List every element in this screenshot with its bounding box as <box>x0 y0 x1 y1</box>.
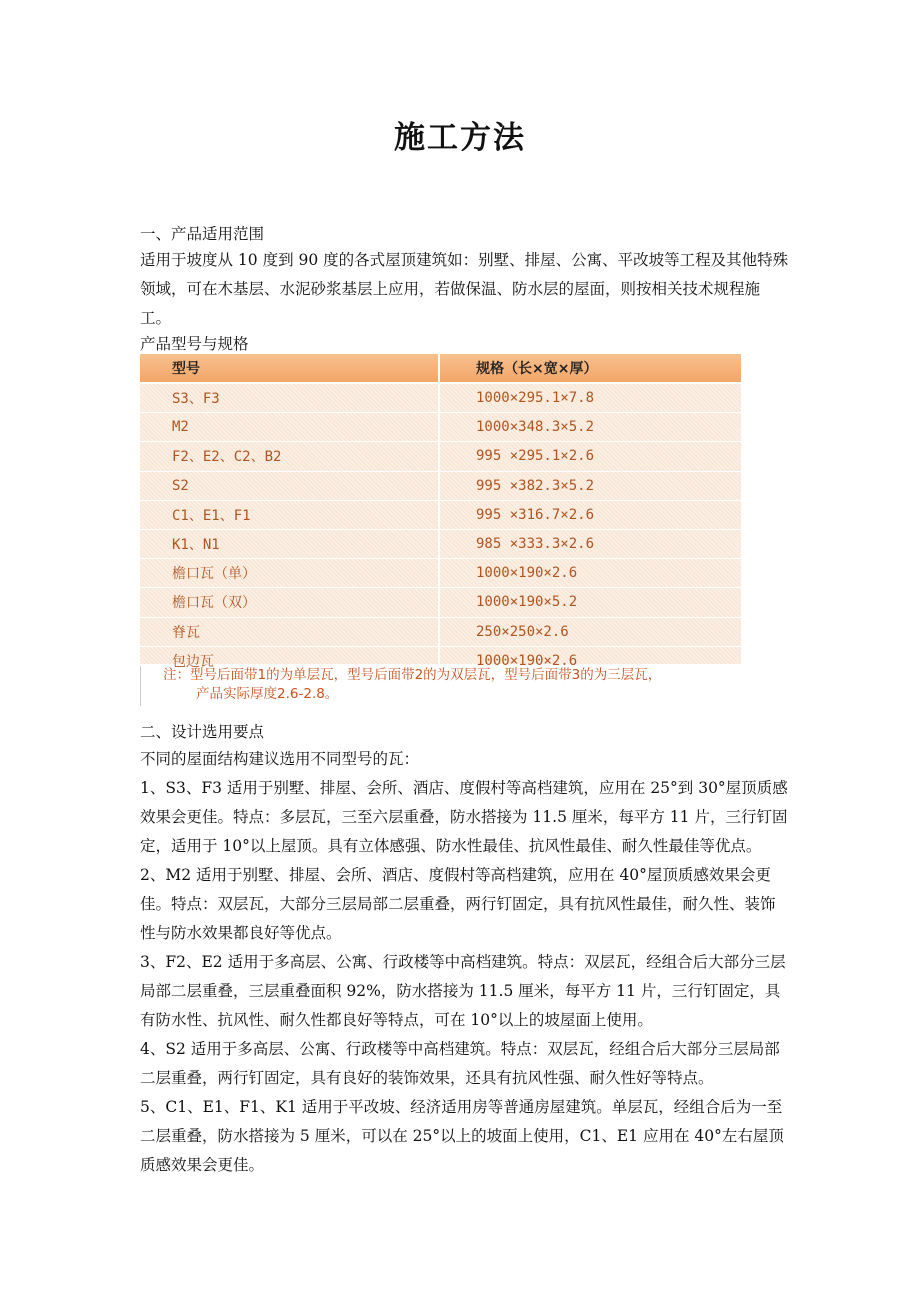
header-spec: 规格（长×宽×厚） <box>438 354 741 382</box>
cell-spec: 1000×348.3×5.2 <box>438 413 741 441</box>
section-heading-scope: 一、产品适用范围 <box>140 225 265 243</box>
section-heading-design: 二、设计选用要点 <box>140 723 265 741</box>
cell-spec: 1000×190×5.2 <box>438 588 741 616</box>
cell-model: S3、F3 <box>172 391 220 408</box>
cell-model: 檐口瓦（单） <box>172 566 256 583</box>
cell-model: 脊瓦 <box>172 624 200 641</box>
table-row <box>140 384 741 413</box>
table-row <box>140 559 741 588</box>
table-note <box>140 666 760 706</box>
design-item-4: 4、S2 适用于多高层、公寓、行政楼等中高档建筑。特点：双层瓦，经组合后大部分三层局部二层重叠，两行钉固定，具有良好的装饰效果，还具有抗风性强、耐久性好等特点。 <box>140 1040 780 1087</box>
cell-model: 檐口瓦（双） <box>172 595 256 612</box>
cell-model: 包边瓦 <box>172 653 214 670</box>
cell-spec: 1000×190×2.6 <box>438 559 741 587</box>
cell-model: K1、N1 <box>172 537 220 554</box>
cell-spec: 995 ×295.1×2.6 <box>438 442 741 470</box>
cell-spec: 1000×190×2.6 <box>438 647 741 675</box>
table-row <box>140 530 741 559</box>
note-line-1: 注：型号后面带1的为单层瓦，型号后面带2的为双层瓦，型号后面带3的为三层瓦， <box>163 667 662 683</box>
cell-model: S2 <box>172 477 189 494</box>
cell-spec: 250×250×2.6 <box>438 618 741 646</box>
page-title: 施工方法 <box>394 120 526 156</box>
table-row <box>140 442 741 471</box>
spec-table <box>140 354 741 670</box>
table-row <box>140 501 741 530</box>
design-body <box>140 745 790 1180</box>
design-item-2: 2、M2 适用于别墅、排屋、会所、酒店、度假村等高档建筑，应用在 40°屋顶质感效果会更佳。特点：双层瓦，大部分三层局部二层重叠，两行钉固定，具有抗风性最佳，耐久性、装饰性与防水效果都良好等优点。 <box>140 866 776 942</box>
header-model: 型号 <box>172 361 200 377</box>
cell-spec: 995 ×382.3×5.2 <box>438 472 741 500</box>
cell-model: F2、E2、C2、B2 <box>172 449 282 466</box>
design-intro: 不同的屋面结构建议选用不同型号的瓦： <box>140 750 420 768</box>
table-row <box>140 472 741 501</box>
cell-model: C1、E1、F1 <box>172 507 251 524</box>
design-item-3: 3、F2、E2 适用于多高层、公寓、行政楼等中高档建筑。特点：双层瓦，经组合后大部分三层局部二层重叠，三层重叠面积 92%，防水搭接为 11.5 厘米，每平方 11 片，三行钉固定，具有防水性、抗风性、耐久性都良好等特点，可在 10°以上的坡屋面上使用。 <box>140 953 786 1029</box>
cell-spec: 1000×295.1×7.8 <box>438 384 741 412</box>
design-item-5: 5、C1、E1、F1、K1 适用于平改坡、经济适用房等普通房屋建筑。单层瓦，经组合后为一至二层重叠，防水搭接为 5 厘米，可以在 25°以上的坡面上使用，C1、E1 应用在 40°左右屋顶质感效果会更佳。 <box>140 1098 784 1174</box>
cell-spec: 985 ×333.3×2.6 <box>438 530 741 558</box>
spec-table-header <box>140 354 741 384</box>
table-row <box>140 618 741 647</box>
cell-spec: 995 ×316.7×2.6 <box>438 501 741 529</box>
note-line-2: 产品实际厚度2.6-2.8。 <box>196 686 339 702</box>
design-item-1: 1、S3、F3 适用于别墅、排屋、会所、酒店、度假村等高档建筑，应用在 25°到 30°屋顶质感效果会更佳。特点：多层瓦，三至六层重叠，防水搭接为 11.5 厘米，每平方 11 片，三行钉固定，适用于 10°以上屋顶。具有立体感强、防水性最佳、抗风性最佳、耐久性最佳等优点。 <box>140 779 788 855</box>
table-row <box>140 413 741 442</box>
table-row <box>140 588 741 617</box>
table-caption: 产品型号与规格 <box>140 335 249 353</box>
scope-paragraph: 适用于坡度从 10 度到 90 度的各式屋顶建筑如：别墅、排屋、公寓、平改坡等工程及其他特殊领域，可在木基层、水泥砂浆基层上应用，若做保温、防水层的屋面，则按相关技术规程施工。 <box>140 251 789 327</box>
cell-model: M2 <box>172 419 189 436</box>
